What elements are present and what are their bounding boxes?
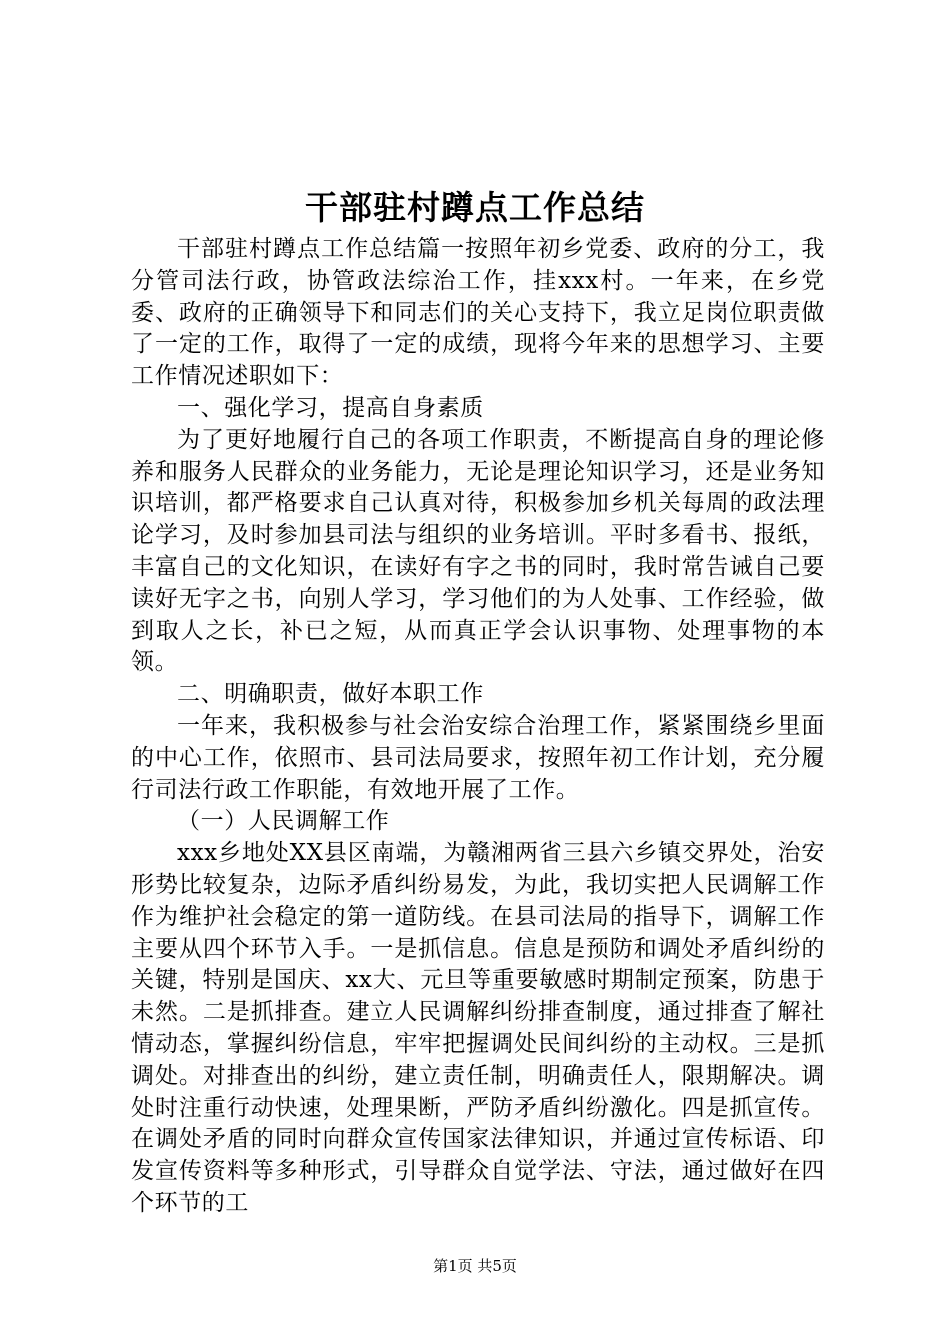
paragraph-mediation: xxx乡地处XX县区南端，为赣湘两省三县六乡镇交界处，治安形势比较复杂，边际矛盾纠纷易发，为此，我切实把人民调解工作作为维护社会稳定的第一道防线。在县司法局的指导下，调解工作主要从四个环节入手。一是抓信息。信息是预防和调处矛盾纠纷的关键，特别是国庆、xx大、元旦等重要敏感时期制定预案，防患于未然。二是抓排查。建立人民调解纠纷排查制度，通过排查了解社情动态，掌握纠纷信息，牢牢把握调处民间纠纷的主动权。三是抓调处。对排查出的纠纷，建立责任制，明确责任人，限期解决。调处时注重行动快速，处理果断，严防矛盾纠纷激化。四是抓宣传。在调处矛盾的同时向群众宣传国家法律知识，并通过宣传标语、印发宣传资料等多种形式，引导群众自觉学法、守法，通过做好在四个环节的工 [131,840,825,1216]
section-heading-1: 一、强化学习，提高自身素质 [177,394,484,421]
paragraph-study: 为了更好地履行自己的各项工作职责，不断提高自身的理论修养和服务人民群众的业务能力，无论是理论知识学习，还是业务知识培训，都严格要求自己认真对待，积极参加乡机关每周的政法理论学习，及时参加县司法与组织的业务培训。平时多看书、报纸，丰富自己的文化知识，在读好有字之书的同时，我时常告诫自己要读好无字之书，向别人学习，学习他们的为人处事、工作经验，做到取人之长，补已之短，从而真正学会认识事物、处理事物的本领。 [131,426,825,676]
document-title: 干部驻村蹲点工作总结 [305,188,645,227]
paragraph-intro: 干部驻村蹲点工作总结篇一按照年初乡党委、政府的分工，我分管司法行政，协管政法综治工作，挂xxx村。一年来，在乡党委、政府的正确领导下和同志们的关心支持下，我立足岗位职责做了一定的工作，取得了一定的成绩，现将今年来的思想学习、主要工作情况述职如下： [131,236,825,390]
subsection-heading-mediation: （一）人民调解工作 [177,808,390,835]
page-number-footer: 第1页 共5页 [433,1257,517,1275]
document-body [131,234,825,1220]
section-heading-2: 二、明确职责，做好本职工作 [177,681,484,708]
paragraph-duties: 一年来，我积极参与社会治安综合治理工作，紧紧围绕乡里面的中心工作，依照市、县司法局要求，按照年初工作计划，充分履行司法行政工作职能，有效地开展了工作。 [131,712,825,803]
